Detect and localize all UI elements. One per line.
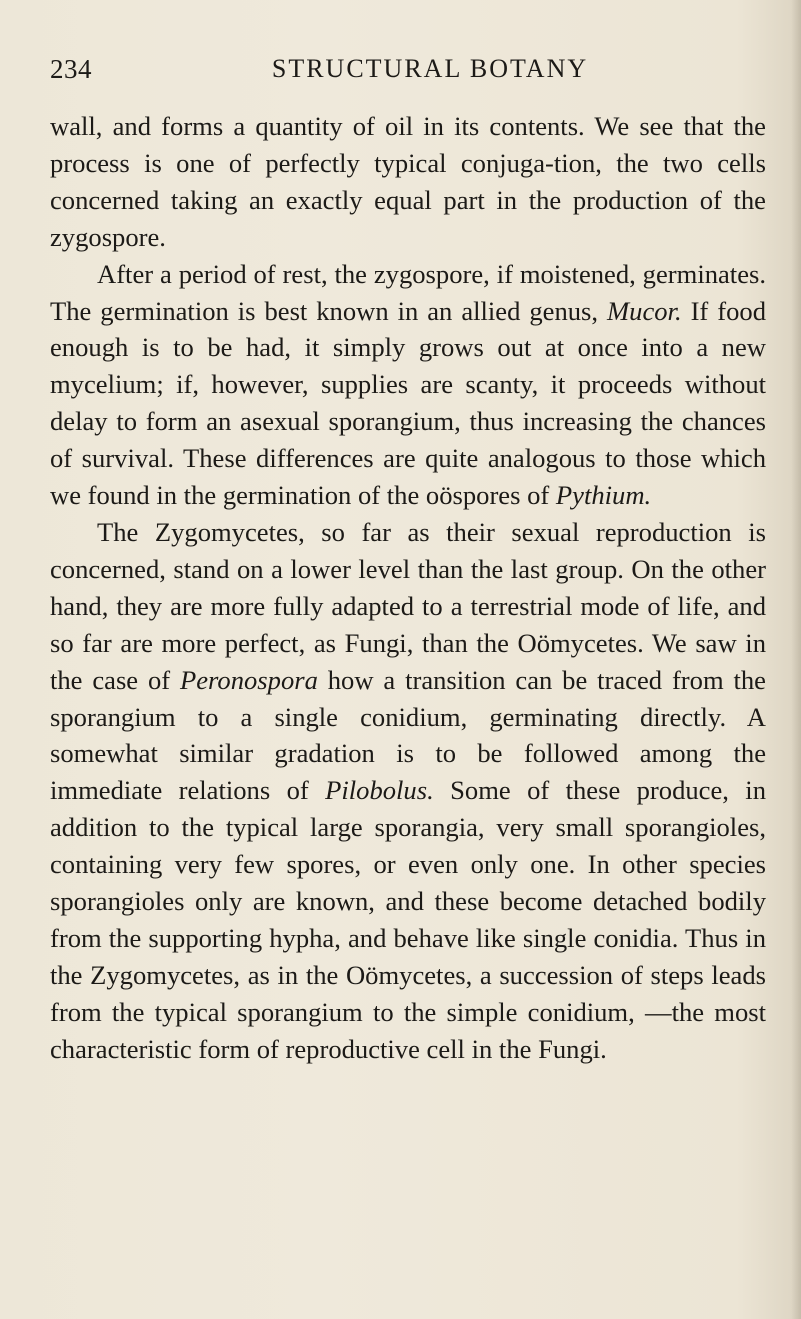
paragraph-text: how a transition can be traced from the sporangium to a single conidium, germinating directly. A somewhat similar gradation is to be followed among the immediate relations of [50,664,766,806]
running-head [50,54,765,94]
paragraph-2 [50,256,766,514]
body-text [50,108,766,1068]
paragraph-3 [50,514,766,1068]
page-number: 234 [50,54,92,84]
paragraph-text: Some of these produce, in addition to the typical large sporangia, very small sporangioles, containing very few spores, or even only one. In other species sporangioles only are known, and these become detached bodily from the supporting hypha, and behave like single conidia. Thus in the Zygomycetes, as in the Oömycetes, a succession of steps leads from the typical sporangium to the simple conidium, —the most characteristic form of reproductive cell in the Fungi. [50,775,766,1064]
paragraph-text: After a period of rest, the zygospore, if moistened, germinates. The germination is best known in an allied genus, [50,258,766,326]
genus-name-italic: Peronospora [180,664,318,695]
genus-name-italic: Mucor. [607,295,682,326]
genus-name-italic: Pilobolus. [325,775,434,806]
genus-name-italic: Pythium. [555,480,652,511]
running-head-title: STRUCTURAL BOTANY [271,54,589,83]
paragraph-text: If food enough is to be had, it simply grows out at once into a new mycelium; if, however, supplies are scanty, it proceeds without delay to form an asexual sporangium, thus increasing the chances of survival. These differences are quite analogous to those which we found in the germination of the oöspores of [50,295,766,511]
paragraph-1 [50,108,766,256]
paragraph-text: wall, and forms a quantity of oil in its contents. We see that the process is one of perfectly typical conjuga-tion, the two cells concerned taking an exactly equal part in the production of the zygospore. [50,111,766,252]
page-edge-shadow [791,0,801,1319]
paragraph-text: The Zygomycetes, so far as their sexual reproduction is concerned, stand on a lower level than the last group. On the other hand, they are more fully adapted to a terrestrial mode of life, and so far are more perfect, as Fungi, than the Oömycetes. We saw in the case of [50,516,766,695]
